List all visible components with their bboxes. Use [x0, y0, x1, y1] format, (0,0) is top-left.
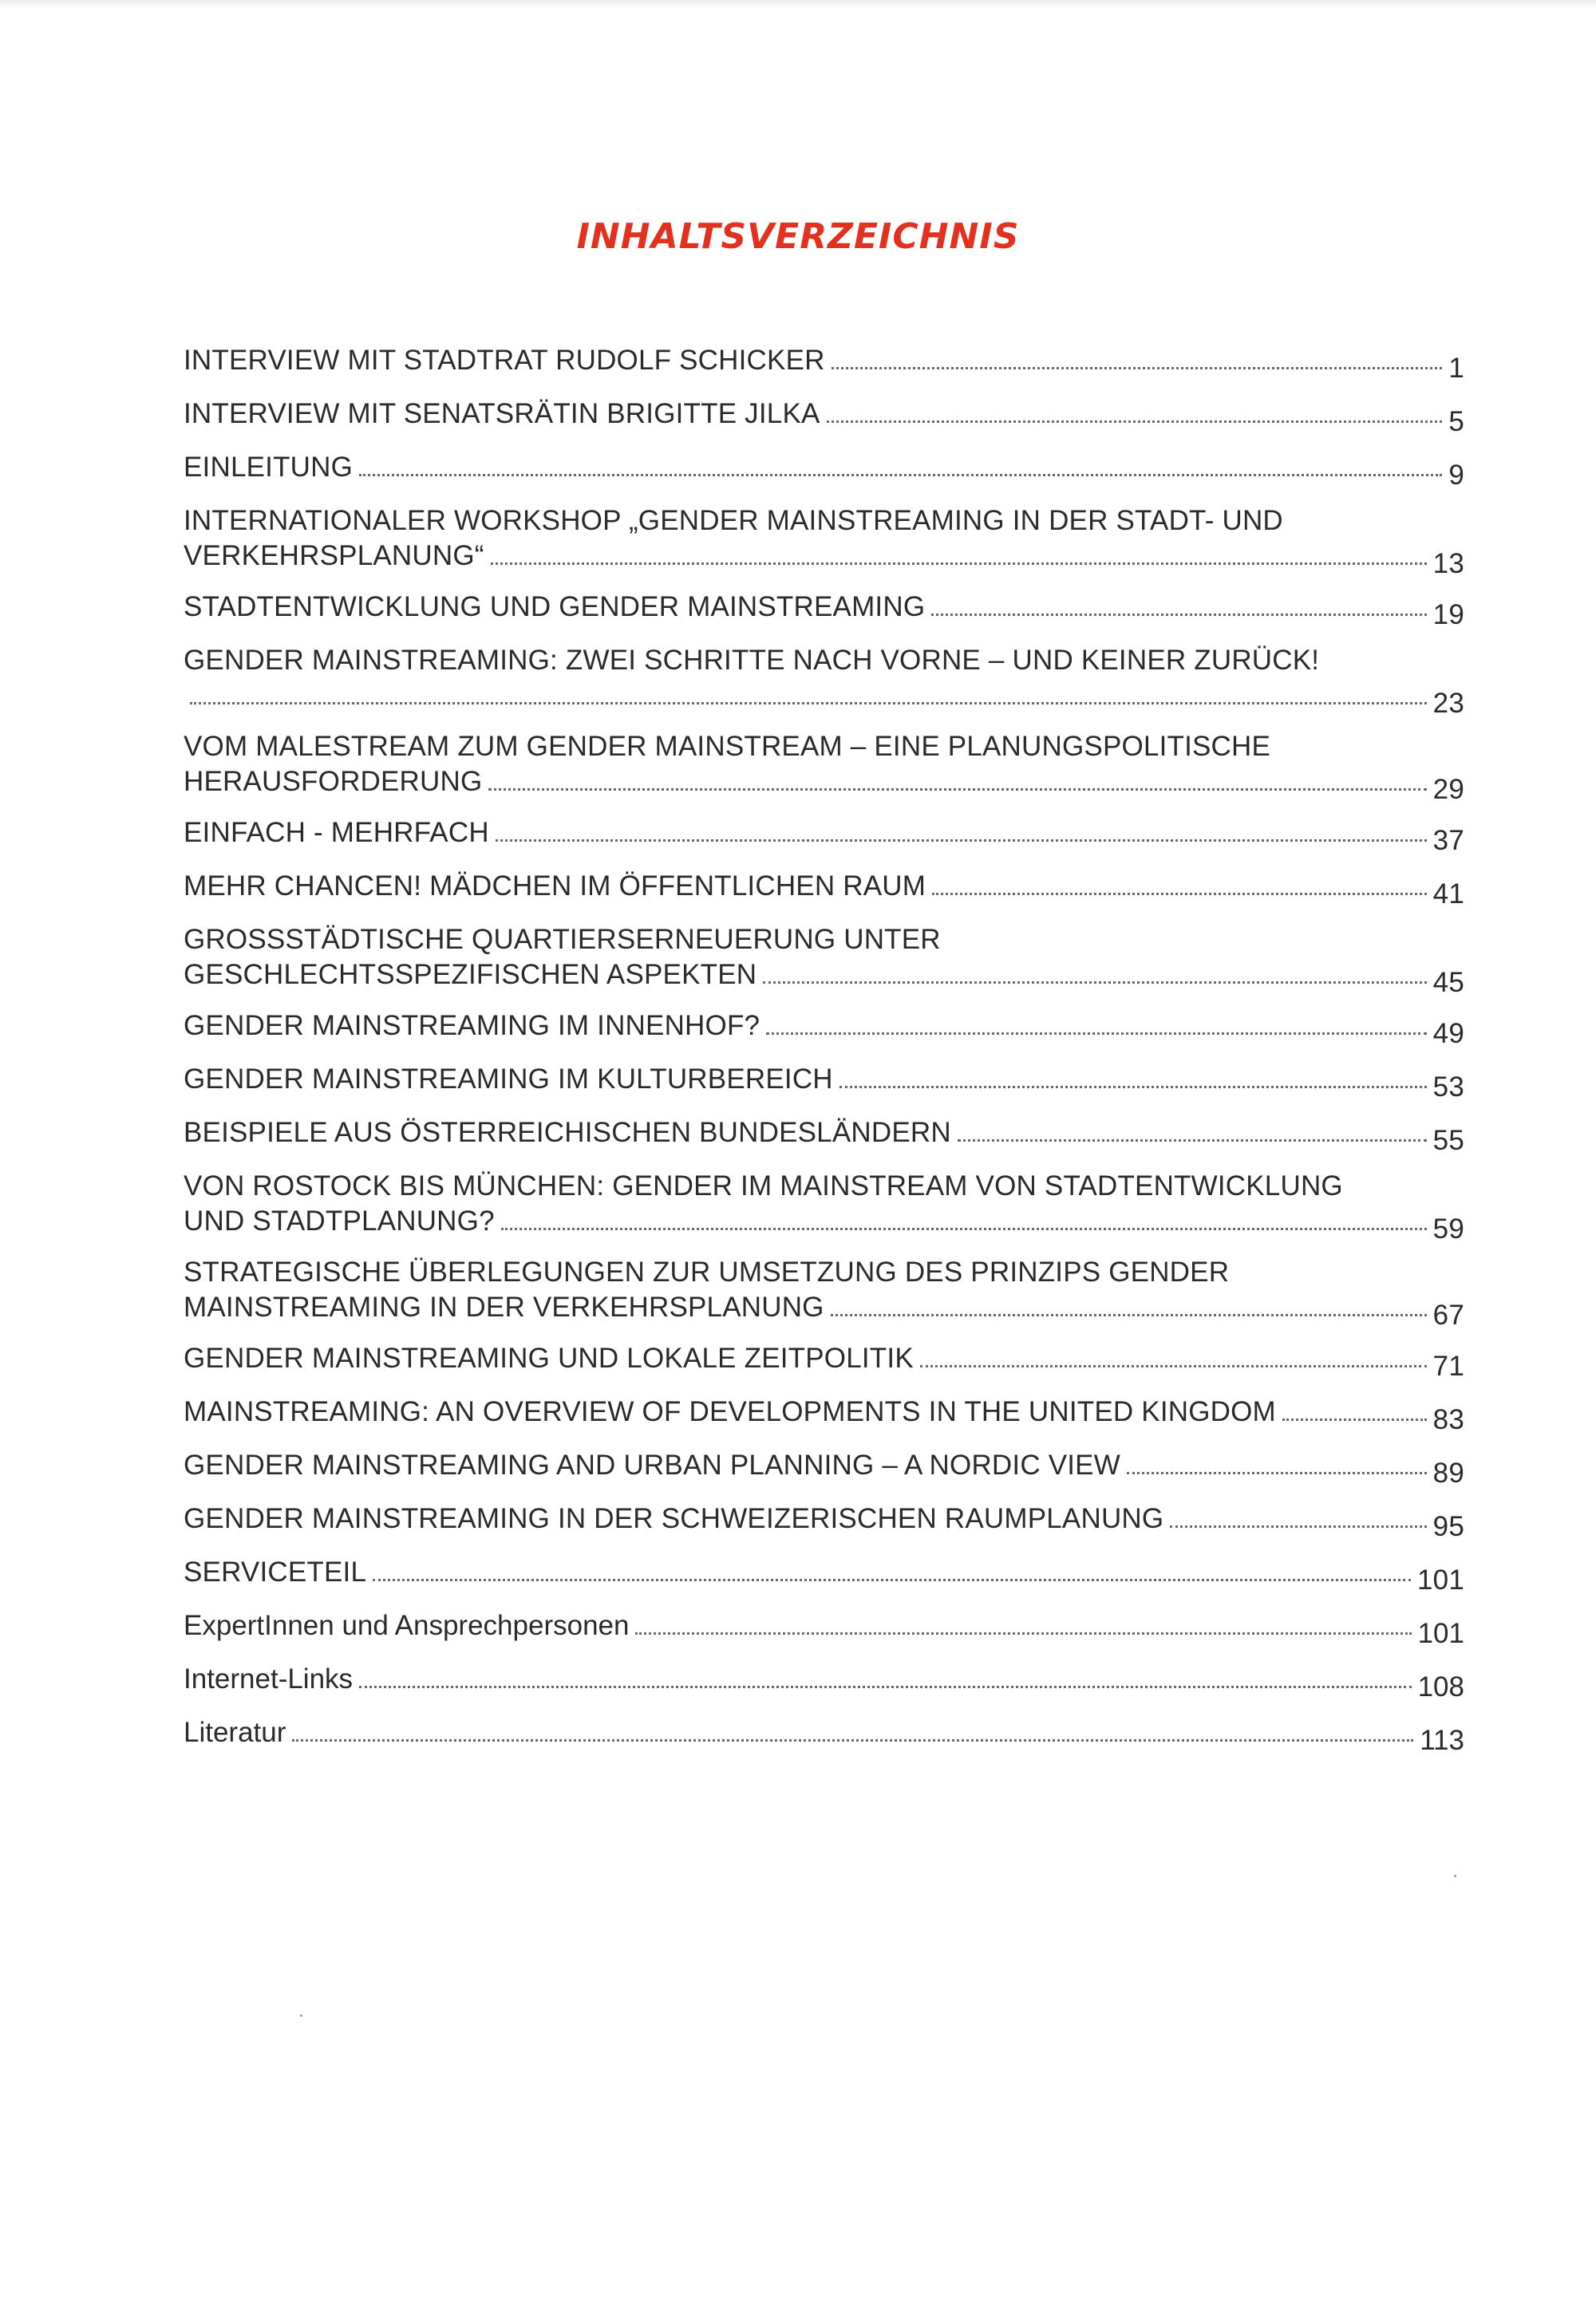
toc-entry-title-line: GENDER MAINSTREAMING: ZWEI SCHRITTE NACH VORNE – UND KEINER ZURÜCK!	[184, 645, 1320, 676]
dot-leader	[292, 1739, 1413, 1742]
toc-entry-title-line: INTERNATIONALER WORKSHOP „GENDER MAINSTREAMING IN DER STADT- UND	[184, 505, 1283, 536]
dot-leader	[827, 420, 1443, 423]
toc-entry-title: GENDER MAINSTREAMING IM INNENHOF?	[184, 1010, 760, 1041]
toc-entry-page-number: 89	[1432, 1458, 1464, 1489]
toc-entry-page-number: 9	[1448, 460, 1464, 491]
table-of-contents	[184, 343, 1464, 1769]
dot-leader	[831, 1314, 1427, 1316]
toc-entry-page-number: 67	[1432, 1300, 1464, 1331]
toc-entry-title: UND STADTPLANUNG?	[184, 1205, 495, 1237]
toc-entry-leader-row	[184, 590, 1464, 630]
toc-entry-leader-row	[184, 1204, 1464, 1245]
toc-entry-page-number: 29	[1432, 774, 1464, 805]
toc-entry-title: MAINSTREAMING: AN OVERVIEW OF DEVELOPMENTS IN THE UNITED KINGDOM	[184, 1396, 1276, 1427]
toc-entry-title: BEISPIELE AUS ÖSTERREICHISCHEN BUNDESLÄNDERN	[184, 1117, 951, 1148]
toc-entry[interactable]	[184, 397, 1464, 437]
dot-leader	[920, 1365, 1427, 1367]
toc-entry[interactable]	[184, 922, 1464, 998]
toc-entry-title: GESCHLECHTSSPEZIFISCHEN ASPEKTEN	[184, 959, 757, 990]
toc-entry-page-number: 108	[1417, 1671, 1464, 1703]
toc-entry-page-number: 59	[1432, 1213, 1464, 1245]
toc-entry[interactable]	[184, 450, 1464, 491]
toc-entry-leader-row	[184, 539, 1464, 579]
dot-leader	[491, 562, 1427, 565]
toc-entry-leader-row	[184, 815, 1464, 856]
dot-leader	[1127, 1472, 1427, 1474]
toc-entry-leader-row	[184, 1062, 1464, 1103]
toc-entry[interactable]	[184, 815, 1464, 856]
scan-edge	[0, 0, 1596, 8]
toc-entry[interactable]	[184, 1608, 1464, 1649]
toc-entry[interactable]	[184, 1115, 1464, 1156]
toc-entry-title: EINFACH - MEHRFACH	[184, 817, 489, 848]
toc-entry-leader-row	[184, 343, 1464, 384]
toc-entry-title: ExpertInnen und Ansprechpersonen	[184, 1610, 630, 1641]
toc-entry[interactable]	[184, 1715, 1464, 1756]
toc-entry-page-number: 23	[1432, 688, 1464, 719]
toc-entry[interactable]	[184, 1555, 1464, 1596]
toc-entry-title: EINLEITUNG	[184, 452, 354, 483]
dot-leader	[635, 1632, 1411, 1635]
toc-entry-page-number: 45	[1432, 967, 1464, 998]
toc-entry-page-number: 101	[1417, 1564, 1464, 1596]
dot-leader	[932, 893, 1427, 895]
toc-entry-leader-row	[184, 764, 1464, 805]
toc-entry-page-number: 5	[1448, 406, 1464, 437]
toc-entry[interactable]	[184, 590, 1464, 630]
dot-leader	[373, 1579, 1411, 1581]
toc-entry-leader-row	[184, 1501, 1464, 1542]
dot-leader	[763, 981, 1426, 984]
toc-entry[interactable]	[184, 1662, 1464, 1703]
toc-entry-title-line: STRATEGISCHE ÜBERLEGUNGEN ZUR UMSETZUNG DES PRINZIPS GENDER	[184, 1257, 1230, 1288]
toc-entry-page-number: 71	[1432, 1351, 1464, 1382]
toc-entry[interactable]	[184, 729, 1464, 805]
toc-entry-page-number: 113	[1420, 1725, 1464, 1756]
toc-entry-title: GENDER MAINSTREAMING AND URBAN PLANNING – A NORDIC VIEW	[184, 1450, 1120, 1481]
dot-leader	[359, 474, 1442, 476]
toc-entry-page-number: 19	[1432, 599, 1464, 630]
toc-entry-title: Internet-Links	[184, 1663, 354, 1695]
dot-leader	[958, 1139, 1427, 1142]
scan-speck	[300, 2014, 302, 2017]
page-title: INHALTSVERZEICHNIS	[576, 216, 1020, 258]
toc-entry[interactable]	[184, 503, 1464, 579]
toc-entry[interactable]	[184, 1169, 1464, 1245]
toc-entry[interactable]	[184, 1341, 1464, 1382]
toc-entry-leader-row	[184, 869, 1464, 909]
toc-entry-title-line: VOM MALESTREAM ZUM GENDER MAINSTREAM – EINE PLANUNGSPOLITISCHE	[184, 731, 1271, 762]
toc-entry-leader-row	[184, 1715, 1464, 1756]
toc-entry-leader-row	[184, 1115, 1464, 1156]
toc-entry-page-number: 13	[1432, 548, 1464, 579]
dot-leader	[839, 1086, 1427, 1088]
toc-entry-leader-row	[184, 397, 1464, 437]
dot-leader	[832, 367, 1443, 369]
toc-entry-title: INTERVIEW MIT SENATSRÄTIN BRIGITTE JILKA	[184, 398, 820, 429]
toc-entry-leader-row	[184, 1290, 1464, 1331]
toc-entry-title: SERVICETEIL	[184, 1557, 367, 1588]
dot-leader	[359, 1686, 1412, 1688]
toc-entry-page-number: 1	[1448, 353, 1464, 384]
toc-entry[interactable]	[184, 1255, 1464, 1331]
toc-entry-title: Literatur	[184, 1717, 286, 1748]
dot-leader	[1170, 1525, 1426, 1528]
toc-entry-leader-row	[184, 1008, 1464, 1049]
toc-entry-title-line: VON ROSTOCK BIS MÜNCHEN: GENDER IM MAINSTREAM VON STADTENTWICKLUNG	[184, 1170, 1343, 1201]
toc-entry[interactable]	[184, 1008, 1464, 1049]
toc-entry-title: GENDER MAINSTREAMING IN DER SCHWEIZERISCHEN RAUMPLANUNG	[184, 1503, 1164, 1534]
toc-entry[interactable]	[184, 869, 1464, 909]
toc-entry-leader-row	[184, 1608, 1464, 1649]
toc-entry-leader-row	[184, 678, 1464, 719]
toc-entry[interactable]	[184, 1501, 1464, 1542]
dot-leader	[1282, 1418, 1427, 1421]
toc-entry-title: MEHR CHANCEN! MÄDCHEN IM ÖFFENTLICHEN RAUM	[184, 870, 926, 902]
toc-entry-page-number: 53	[1432, 1071, 1464, 1103]
toc-entry[interactable]	[184, 343, 1464, 384]
toc-entry-page-number: 37	[1432, 825, 1464, 856]
toc-entry-page-number: 55	[1432, 1125, 1464, 1156]
dot-leader	[496, 839, 1427, 842]
scan-speck	[1454, 1875, 1456, 1877]
toc-entry-leader-row	[184, 1341, 1464, 1382]
toc-entry-leader-row	[184, 450, 1464, 491]
toc-entry-page-number: 95	[1432, 1511, 1464, 1542]
toc-entry-title: GENDER MAINSTREAMING IM KULTURBEREICH	[184, 1063, 833, 1095]
toc-entry-page-number: 101	[1417, 1618, 1464, 1649]
toc-entry[interactable]	[184, 1395, 1464, 1435]
toc-entry-title: GENDER MAINSTREAMING UND LOKALE ZEITPOLITIK	[184, 1343, 914, 1374]
toc-entry-leader-row	[184, 957, 1464, 998]
toc-entry-title: INTERVIEW MIT STADTRAT RUDOLF SCHICKER	[184, 345, 825, 376]
toc-entry-page-number: 83	[1432, 1404, 1464, 1435]
toc-entry-title: VERKEHRSPLANUNG“	[184, 540, 484, 571]
toc-entry[interactable]	[184, 643, 1464, 719]
toc-entry[interactable]	[184, 1062, 1464, 1103]
dot-leader	[488, 788, 1426, 791]
dot-leader	[766, 1032, 1426, 1035]
dot-leader	[931, 614, 1426, 616]
toc-entry-title: HERAUSFORDERUNG	[184, 766, 483, 797]
toc-entry[interactable]	[184, 1448, 1464, 1489]
toc-entry-title: MAINSTREAMING IN DER VERKEHRSPLANUNG	[184, 1292, 824, 1323]
dot-leader	[501, 1228, 1427, 1230]
toc-entry-leader-row	[184, 1662, 1464, 1703]
toc-entry-title-line: GROSSSTÄDTISCHE QUARTIERSERNEUERUNG UNTER	[184, 924, 941, 955]
toc-entry-leader-row	[184, 1395, 1464, 1435]
toc-entry-page-number: 49	[1432, 1018, 1464, 1049]
toc-entry-page-number: 41	[1432, 878, 1464, 909]
toc-entry-title: STADTENTWICKLUNG UND GENDER MAINSTREAMING	[184, 591, 926, 622]
toc-entry-leader-row	[184, 1555, 1464, 1596]
dot-leader	[190, 702, 1427, 704]
toc-entry-leader-row	[184, 1448, 1464, 1489]
